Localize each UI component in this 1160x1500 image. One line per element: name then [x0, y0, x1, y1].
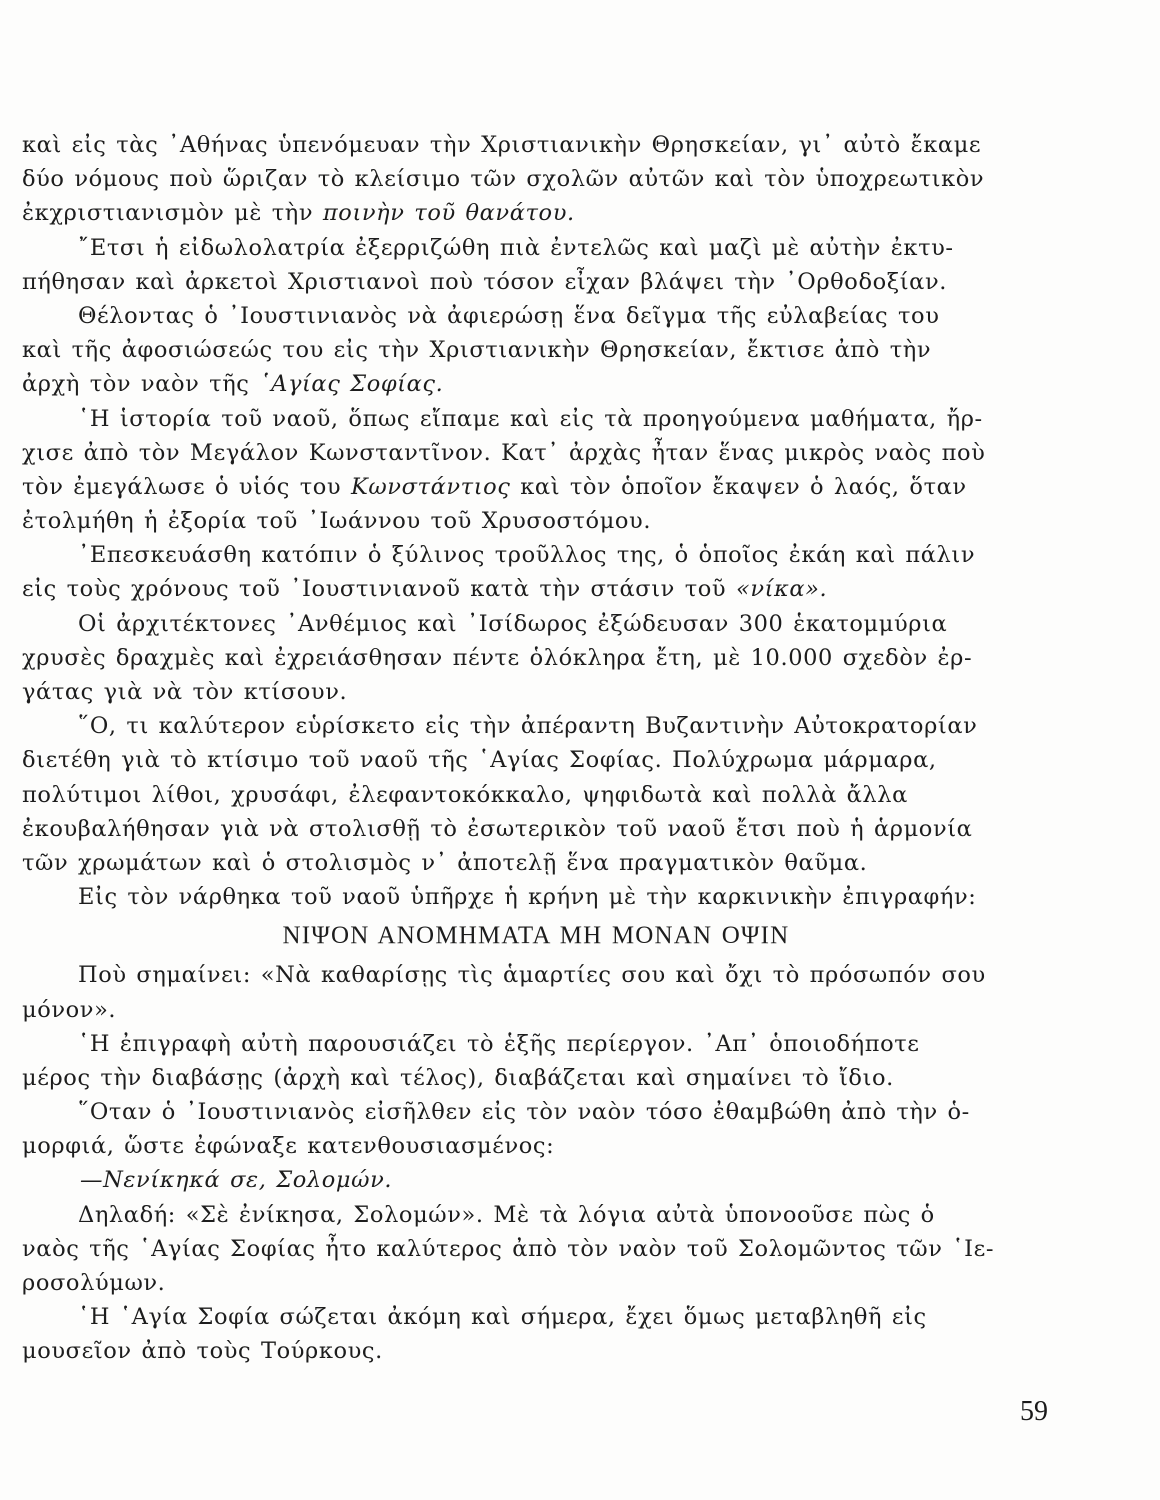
text-line-part: εἰς τοὺς χρόνους τοῦ ᾿Ιουστινιανοῦ κατὰ τὴν στάσιν τοῦ [22, 576, 727, 603]
text-line: τῶν χρωμάτων καὶ ὁ στολισμὸς ν᾿ ἀποτελῇ ἕνα πραγματικὸν θαῦμα. [22, 849, 868, 876]
text-line: ναὸς τῆς ῾Αγίας Σοφίας ἦτο καλύτερος ἀπὸ τὸν ναὸν τοῦ Σολομῶντος τῶν ῾Ιε- [22, 1235, 995, 1262]
text-line: Οἱ ἀρχιτέκτονες ᾿Ανθέμιος καὶ ᾿Ισίδωρος ἐξώδευσαν 300 ἑκατομμύρια [78, 610, 948, 637]
text-line: μορφιά, ὥστε ἐφώναξε κατενθουσιασμένος: [22, 1133, 555, 1160]
text-line: ῞Ο, τι καλύτερον εὑρίσκετο εἰς τὴν ἀπέραντη Βυζαντινὴν Αὐτοκρατορίαν [78, 713, 978, 740]
text-line: ῎Ετσι ἡ εἰδωλολατρία ἐξερριζώθη πιὰ ἐντελῶς καὶ μαζὶ μὲ αὐτὴν ἐκτυ- [78, 234, 954, 261]
text-line: Δηλαδή: «Σὲ ἐνίκησα, Σολομών». Μὲ τὰ λόγια αὐτὰ ὑπονοοῦσε πὼς ὁ [78, 1201, 935, 1228]
text-line: καὶ τῆς ἀφοσιώσεώς του εἰς τὴν Χριστιανικὴν Θρησκείαν, ἔκτισε ἀπὸ τὴν [22, 337, 932, 364]
text-line: Ποὺ σημαίνει: «Νὰ καθαρίσῃς τὶς ἁμαρτίες σου καὶ ὄχι τὸ πρόσωπόν σου [78, 962, 986, 989]
text-line: μουσεῖον ἀπὸ τοὺς Τούρκους. [22, 1338, 383, 1365]
italic-phrase: ποινὴν τοῦ θανάτου. [322, 200, 575, 227]
fountain-inscription: ΝΙΨΟΝ ΑΝΟΜΗΜΑΤΑ ΜΗ ΜΟΝΑΝ ΟΨΙΝ [282, 922, 790, 950]
text-line: ῾Η ἱστορία τοῦ ναοῦ, ὅπως εἴπαμε καὶ εἰς τὰ προηγούμενα μαθήματα, ἤρ- [78, 405, 983, 432]
text-line: Εἰς τὸν νάρθηκα τοῦ ναοῦ ὑπῆρχε ἡ κρήνη μὲ τὴν καρκινικὴν ἐπιγραφήν: [78, 884, 977, 911]
text-line: γάτας γιὰ νὰ τὸν κτίσουν. [22, 679, 348, 705]
text-line-part: ἐκχριστιανισμὸν μὲ τὴν [22, 200, 314, 227]
body-text [22, 128, 1044, 1369]
text-line: ῾Η ῾Αγία Σοφία σώζεται ἀκόμη καὶ σήμερα, ἔχει ὅμως μεταβληθῆ εἰς [78, 1304, 927, 1331]
text-line: μέρος τὴν διαβάσῃς (ἀρχὴ καὶ τέλος), διαβάζεται καὶ σημαίνει τὸ ἴδιο. [22, 1064, 894, 1091]
text-line: μόνον». [22, 996, 117, 1023]
text-line [22, 572, 1044, 606]
text-line [22, 196, 1044, 230]
text-line: πήθησαν καὶ ἀρκετοὶ Χριστιανοὶ ποὺ τόσον εἶχαν βλάψει τὴν ᾿Ορθοδοξίαν. [22, 268, 947, 295]
quoted-exclamation: —Νενίκηκά σε, Σολομών. [80, 1167, 393, 1194]
text-line: δύο νόμους ποὺ ὥριζαν τὸ κλείσιμο τῶν σχολῶν αὐτῶν καὶ τὸν ὑποχρεωτικὸν [22, 166, 985, 193]
text-line: ἐτολμήθη ἡ ἐξορία τοῦ ᾿Ιωάννου τοῦ Χρυσοστόμου. [22, 508, 652, 535]
text-line: διετέθη γιὰ τὸ κτίσιμο τοῦ ναοῦ τῆς ῾Αγίας Σοφίας. Πολύχρωμα μάρμαρα, [22, 747, 937, 774]
text-line-part: τὸν ἐμεγάλωσε ὁ υἱός του [22, 473, 342, 500]
italic-phrase: «νίκα». [735, 576, 828, 603]
text-line: ῾Η ἐπιγραφὴ αὐτὴ παρουσιάζει τὸ ἑξῆς περίεργον. ᾿Απ᾿ ὁποιοδήποτε [78, 1030, 920, 1057]
text-line-part: ἀρχὴ τὸν ναὸν τῆς [22, 371, 250, 398]
italic-name: Κωνστάντιος [350, 473, 511, 500]
text-line [22, 367, 1044, 401]
text-line: ἐκουβαλήθησαν γιὰ νὰ στολισθῇ τὸ ἐσωτερικὸν τοῦ ναοῦ ἔτσι ποὺ ἡ ἁρμονία [22, 815, 973, 842]
text-line: ῞Οταν ὁ ᾿Ιουστινιανὸς εἰσῆλθεν εἰς τὸν ναὸν τόσο ἐθαμβώθη ἀπὸ τὴν ὁ- [78, 1099, 970, 1126]
text-line: χισε ἀπὸ τὸν Μεγάλον Κωνσταντῖνον. Κατ᾿ ἀρχὰς ἦταν ἕνας μικρὸς ναὸς ποὺ [22, 439, 986, 466]
text-line [22, 470, 1044, 504]
italic-phrase: ῾Αγίας Σοφίας. [259, 371, 444, 398]
text-line: Θέλοντας ὁ ᾿Ιουστινιανὸς νὰ ἀφιερώσῃ ἕνα δεῖγμα τῆς εὐλαβείας του [78, 302, 940, 329]
text-line: πολύτιμοι λίθοι, χρυσάφι, ἐλεφαντοκόκκαλο, ψηφιδωτὰ καὶ πολλὰ ἄλλα [22, 781, 908, 808]
text-line-part: καὶ τὸν ὁποῖον ἔκαψεν ὁ λαός, ὅταν [520, 473, 967, 500]
page-number: 59 [1020, 1396, 1048, 1427]
text-line: χρυσὲς δραχμὲς καὶ ἐχρειάσθησαν πέντε ὁλόκληρα ἔτη, μὲ 10.000 σχεδὸν ἐρ- [22, 644, 973, 671]
text-line: ροσολύμων. [22, 1270, 166, 1296]
text-line: καὶ εἰς τὰς ᾿Αθήνας ὑπενόμευαν τὴν Χριστιανικὴν Θρησκείαν, γι᾿ αὐτὸ ἔκαμε [22, 132, 982, 158]
text-line: ᾿Επεσκευάσθη κατόπιν ὁ ξύλινος τροῦλλος της, ὁ ὁποῖος ἐκάη καὶ πάλιν [78, 542, 976, 569]
